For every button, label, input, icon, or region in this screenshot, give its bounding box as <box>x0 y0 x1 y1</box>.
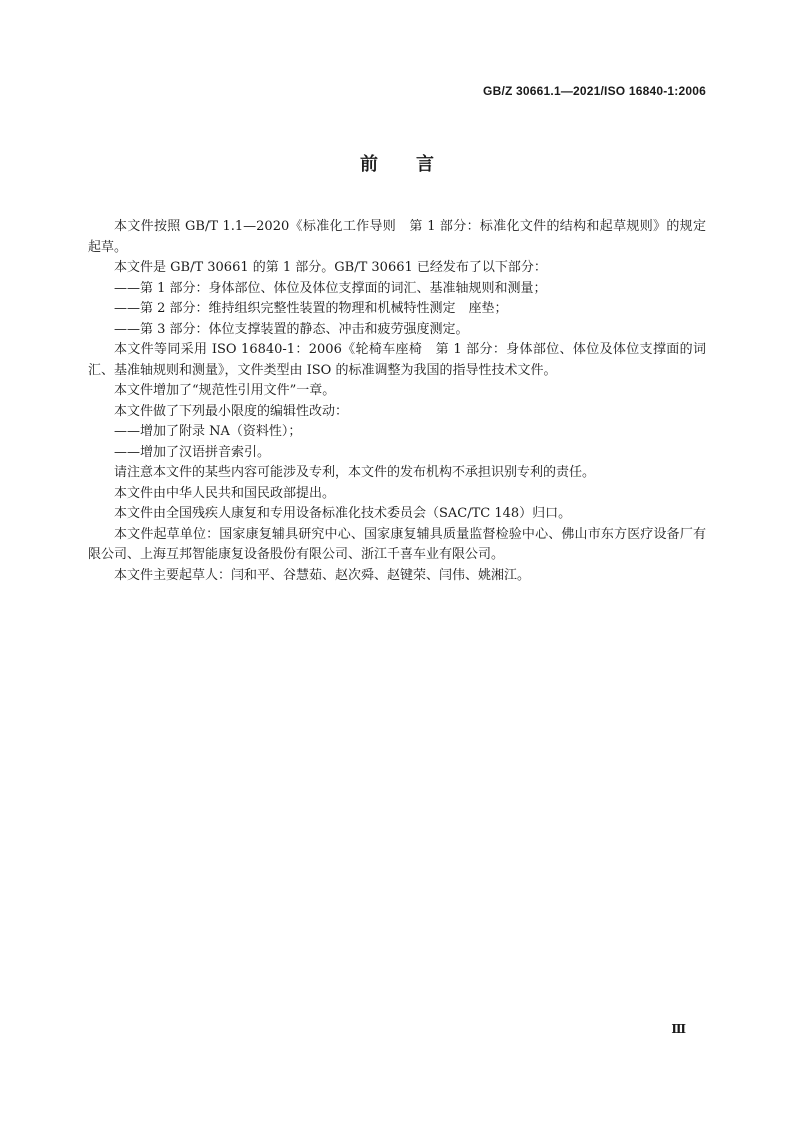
paragraph-added-chapter: 本文件增加了“规范性引用文件”一章。 <box>114 383 336 398</box>
paragraph-centralized-by: 本文件由全国残疾人康复和专用设备标准化技术委员会（SAC/TC 148）归口。 <box>114 506 572 521</box>
standard-number-header: GB/Z 30661.1—2021/ISO 16840-1:2006 <box>483 84 706 98</box>
paragraph-editorial-changes: 本文件做了下列最小限度的编辑性改动： <box>114 403 349 419</box>
paragraph-drafting-rules: 本文件按照 GB/T 1.1—2020《标准化工作导则 第 1 部分：标准化文件的结构和起草规则》的规定起草。 <box>88 219 706 255</box>
page-number: Ⅲ <box>671 1022 686 1036</box>
list-item-part-1: ——第 1 部分：身体部位、体位及体位支撑面的词汇、基准轴规则和测量； <box>114 280 547 296</box>
paragraph-adoption: 本文件等同采用 ISO 16840-1：2006《轮椅车座椅 第 1 部分：身体部位、体位及体位支撑面的词汇、基准轴规则和测量》，文件类型由 ISO 的标准调整为我国的指导性技术文件。 <box>88 342 706 378</box>
foreword-body <box>88 217 706 586</box>
paragraph-drafting-units: 本文件起草单位：国家康复辅具研究中心、国家康复辅具质量监督检验中心、佛山市东方医疗设备厂有限公司、上海互邦智能康复设备股份有限公司、浙江千喜车业有限公司。 <box>88 526 706 562</box>
list-item-pinyin-index: ——增加了汉语拼音索引。 <box>114 444 271 460</box>
paragraph-patent-notice: 请注意本文件的某些内容可能涉及专利，本文件的发布机构不承担识别专利的责任。 <box>114 465 596 480</box>
paragraph-series-intro: 本文件是 GB/T 30661 的第 1 部分。GB/T 30661 已经发布了以下部分： <box>114 260 547 275</box>
list-item-part-3: ——第 3 部分：体位支撑装置的静态、冲击和疲劳强度测定。 <box>114 321 469 337</box>
paragraph-proposed-by: 本文件由中华人民共和国民政部提出。 <box>114 485 336 501</box>
list-item-part-2: ——第 2 部分：维持组织完整性装置的物理和机械特性测定 座垫； <box>114 301 508 316</box>
list-item-annex-na: ——增加了附录 NA（资料性）； <box>114 424 302 439</box>
paragraph-drafters: 本文件主要起草人：闫和平、谷慧茹、赵次舜、赵键荣、闫伟、姚湘江。 <box>114 567 531 583</box>
page-title: 前言 <box>360 154 472 175</box>
